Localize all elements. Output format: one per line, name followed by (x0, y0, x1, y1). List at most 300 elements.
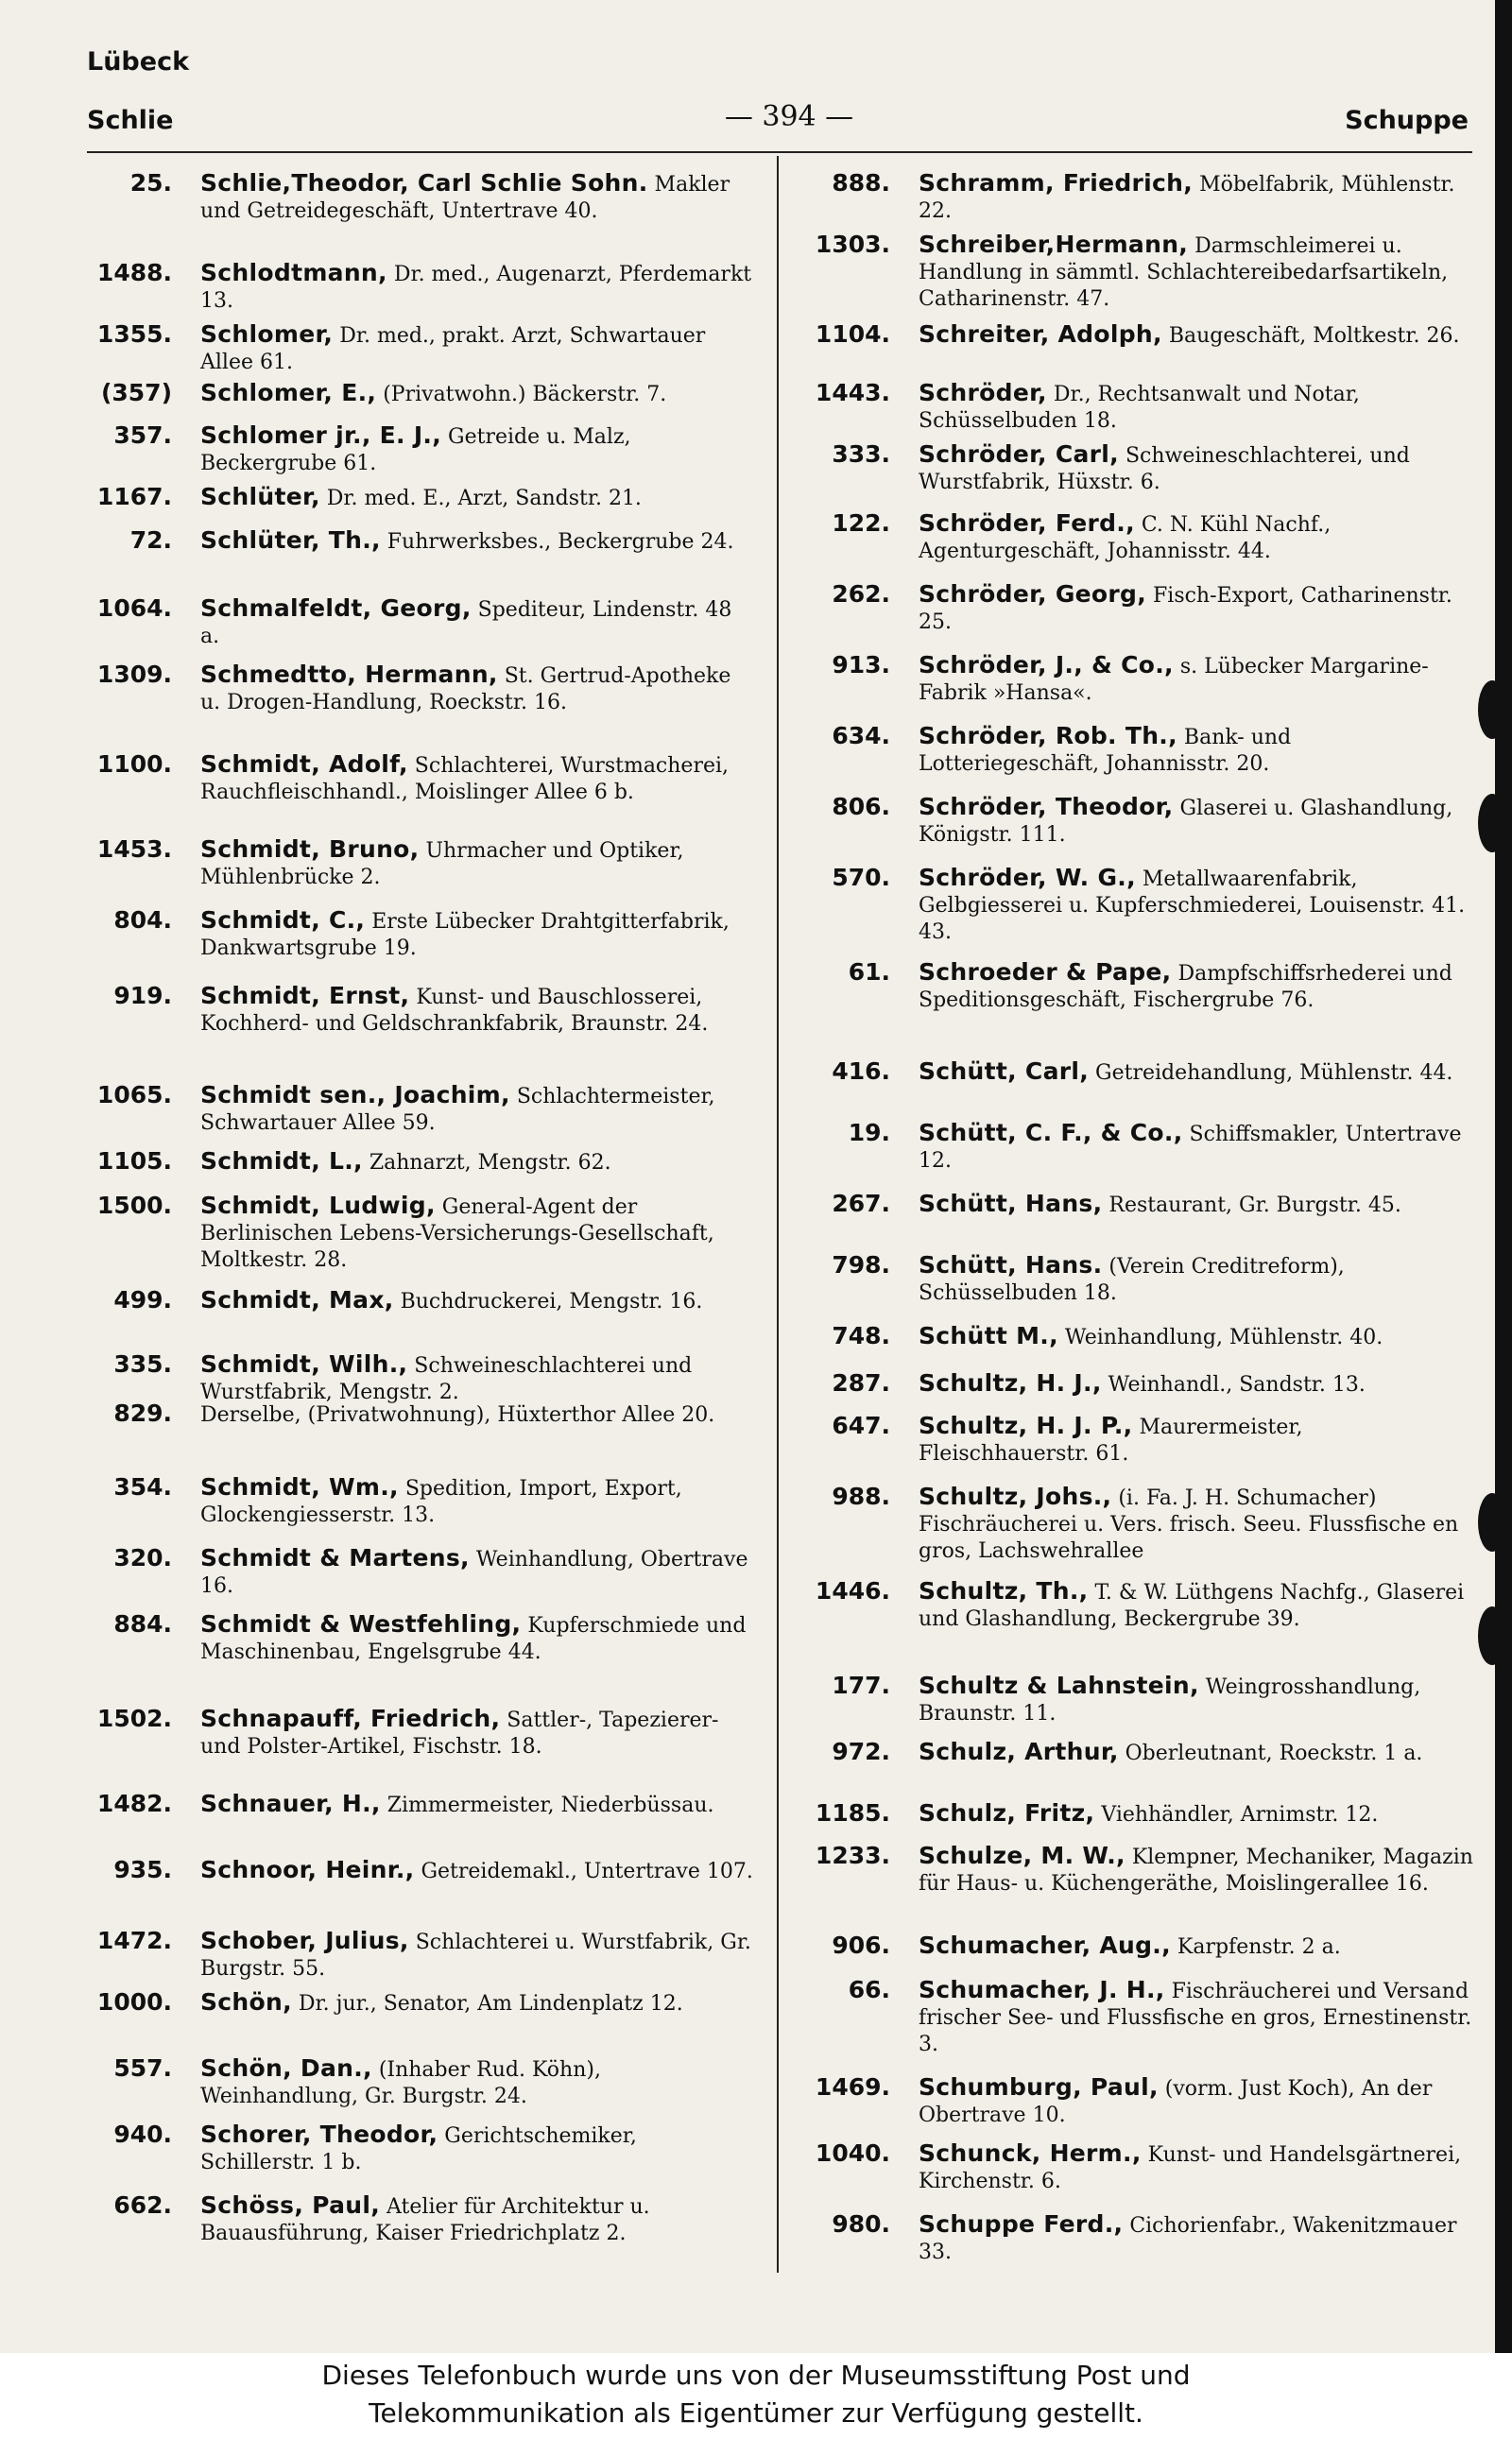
entry-description: St. Gertrud-Apotheke u. Drogen-Handlung, Roeckstr. 16. (200, 664, 731, 714)
phone-number: 1309. (96, 661, 172, 688)
entry-name: Schmidt, Bruno, (200, 835, 420, 863)
entry-name: Schunck, Herm., (919, 2139, 1142, 2167)
entry-name: Schlomer, (200, 320, 334, 348)
phone-number: 357. (113, 421, 172, 449)
phone-number: 72. (129, 526, 172, 554)
entry-description: Glaserei u. Glashandlung, Königstr. 111. (919, 797, 1453, 847)
entry-text (200, 1857, 756, 1885)
entry-text (919, 652, 1474, 707)
entry-name: Schuppe Ferd., (919, 2210, 1124, 2238)
entry-name: Schlomer jr., E. J., (200, 421, 442, 449)
directory-entry (94, 1400, 756, 1429)
directory-entry (813, 1578, 1474, 1633)
directory-entry (94, 1351, 756, 1406)
entry-description: Oberleutnant, Roeckstr. 1 a. (1125, 1742, 1423, 1765)
phone-number: 798. (832, 1251, 890, 1279)
phone-number: 1000. (96, 1988, 172, 2016)
phone-number: 335. (113, 1350, 172, 1378)
entry-text (200, 983, 756, 1038)
entry-description: Getreidehandlung, Mühlenstr. 44. (1095, 1061, 1453, 1085)
entry-description: Schlachterei u. Wurstfabrik, Gr. Burgstr. 55. (200, 1931, 751, 1981)
entry-name: Schmidt, Ernst, (200, 982, 410, 1009)
entry-description: Fisch-Export, Catharinenstr. 25. (919, 584, 1452, 634)
entry-name: Schlie,Theodor, Carl Schlie Sohn. (200, 169, 648, 197)
directory-entry (813, 1932, 1474, 1961)
directory-entry (813, 1673, 1474, 1727)
phone-number: 122. (832, 509, 890, 537)
entry-description: Dr. med., Augenarzt, Pferdemarkt 13. (200, 263, 752, 313)
entry-name: Schütt, Hans, (919, 1190, 1103, 1217)
phone-number: 913. (832, 651, 890, 678)
entry-description: Kunst- und Handelsgärtnerei, Kirchenstr. 6. (919, 2143, 1462, 2193)
entry-description: Uhrmacher und Optiker, Mühlenbrücke 2. (200, 839, 684, 889)
entry-description: (Privatwohn.) Bäckerstr. 7. (383, 383, 667, 406)
entry-description: Zimmermeister, Niederbüssau. (387, 1794, 714, 1817)
entry-text (200, 2121, 756, 2176)
entry-description: Baugeschäft, Moltkestr. 26. (1168, 324, 1460, 348)
entry-name: Schober, Julius, (200, 1927, 409, 1954)
entry-name: Schumacher, J. H., (919, 1976, 1165, 2003)
entry-description: Buchdruckerei, Mengstr. 16. (400, 1290, 703, 1314)
phone-number: 988. (832, 1483, 890, 1510)
phone-number: 888. (832, 169, 890, 197)
entry-description: Spediteur, Lindenstr. 48 a. (200, 598, 732, 648)
directory-entry (813, 170, 1474, 225)
phone-number: 980. (832, 2210, 890, 2238)
phone-number: 1472. (96, 1927, 172, 1954)
entry-description: Darmschleimerei u. Handlung in sämmtl. Schlachtereibedarfsartikeln, Catharinenstr. 47. (919, 234, 1449, 311)
directory-entry (94, 2055, 756, 2110)
entry-text (919, 441, 1474, 496)
directory-entry (813, 232, 1474, 313)
directory-entry (94, 1928, 756, 1983)
binding-hole (1478, 794, 1506, 852)
phone-number: 61. (848, 958, 890, 986)
phone-number: 1355. (96, 320, 172, 348)
entry-text (200, 661, 756, 716)
phone-number: 935. (113, 1856, 172, 1883)
entry-text (200, 321, 756, 376)
directory-entry (94, 1193, 756, 1274)
directory-entry (813, 441, 1474, 496)
entry-name: Schlüter, Th., (200, 526, 381, 554)
binding-hole (1478, 680, 1506, 739)
directory-entry (94, 484, 756, 512)
entry-description: Weinhandl., Sandstr. 13. (1108, 1373, 1366, 1397)
entry-text (200, 1400, 756, 1429)
entry-description: Zahnarzt, Mengstr. 62. (369, 1151, 611, 1175)
entry-name: Schultz, H. J. P., (919, 1412, 1133, 1439)
directory-entry (813, 380, 1474, 435)
entry-name: Schlodtmann, (200, 259, 387, 286)
entry-text (919, 380, 1474, 435)
entry-text (919, 1413, 1474, 1468)
entry-text (919, 1252, 1474, 1307)
directory-entry (94, 907, 756, 962)
entry-text (919, 1058, 1474, 1087)
entry-name: Schultz, Johs., (919, 1483, 1112, 1510)
entry-name: Schröder, Rob. Th., (919, 722, 1177, 749)
entry-text (200, 1287, 756, 1315)
phone-number: 884. (113, 1610, 172, 1638)
entry-description: Atelier für Architektur u. Bauausführung, Kaiser Friedrichplatz 2. (200, 2195, 650, 2245)
entry-text (919, 1739, 1474, 1767)
entry-name: Schütt, Carl, (919, 1057, 1090, 1085)
phone-number: 333. (832, 440, 890, 468)
entry-text (200, 1611, 756, 1666)
directory-entry (94, 836, 756, 891)
directory-entry (94, 1545, 756, 1600)
entry-text (200, 2192, 756, 2247)
directory-entry (813, 865, 1474, 946)
entry-description: Schlachterei, Wurstmacherei, Rauchfleischhandl., Moislinger Allee 6 b. (200, 754, 730, 804)
phone-number: 806. (832, 793, 890, 820)
entry-description: Spedition, Import, Export, Glockengiesserstr. 13. (200, 1477, 682, 1527)
phone-number: 972. (832, 1738, 890, 1765)
directory-entry (94, 422, 756, 477)
entry-text (919, 2211, 1474, 2266)
directory-entry (94, 595, 756, 650)
phone-number: 1443. (815, 379, 890, 406)
directory-entry (813, 1191, 1474, 1219)
phone-number: 1303. (815, 231, 890, 258)
directory-entry (94, 751, 756, 806)
entry-description: Kupferschmiede und Maschinenbau, Engelsgrube 44. (200, 1614, 747, 1664)
entry-description: Restaurant, Gr. Burgstr. 45. (1108, 1194, 1401, 1217)
entry-description: Schweineschlachterei, und Wurstfabrik, Hüxstr. 6. (919, 444, 1410, 494)
entry-text (200, 260, 756, 315)
entry-description: Maurermeister, Fleischhauerstr. 61. (919, 1416, 1303, 1466)
entry-text (200, 484, 756, 512)
entry-description: Erste Lübecker Drahtgitterfabrik, Dankwartsgrube 19. (200, 910, 730, 960)
phone-number: 634. (832, 722, 890, 749)
entry-text (200, 1545, 756, 1600)
phone-number: 1167. (96, 483, 172, 510)
directory-entry (813, 723, 1474, 778)
phone-number: 748. (832, 1322, 890, 1349)
entry-description: Cichorienfabr., Wakenitzmauer 33. (919, 2214, 1457, 2264)
entry-name: Schreiter, Adolph, (919, 320, 1162, 348)
directory-entry (94, 1706, 756, 1761)
directory-entry (94, 527, 756, 556)
entry-name: Schmidt, Wm., (200, 1473, 399, 1501)
phone-number: 262. (832, 580, 890, 608)
entry-name: Schnauer, H., (200, 1790, 381, 1817)
entry-text (919, 1191, 1474, 1219)
directory-entry (813, 1370, 1474, 1399)
entry-text (919, 1932, 1474, 1961)
entry-name: Schroeder & Pape, (919, 958, 1172, 986)
entry-text (200, 1148, 756, 1177)
directory-entry (94, 2192, 756, 2247)
directory-entry (813, 1800, 1474, 1829)
directory-entry (813, 1120, 1474, 1175)
entry-name: Schön, (200, 1988, 292, 2016)
running-head-right: Schuppe (1345, 106, 1469, 135)
entry-text (919, 1370, 1474, 1399)
phone-number: 1469. (815, 2073, 890, 2101)
entry-name: Schultz, Th., (919, 1577, 1089, 1605)
directory-entry (94, 1989, 756, 2018)
phone-number: 829. (113, 1400, 172, 1427)
entry-text (200, 1706, 756, 1761)
directory-entry (94, 983, 756, 1038)
entry-name: Schütt, Hans. (919, 1251, 1103, 1279)
entry-description: Schiffsmakler, Untertrave 12. (919, 1123, 1462, 1173)
phone-number: 557. (113, 2054, 172, 2082)
binding-hole (1478, 1606, 1506, 1665)
entry-text (200, 170, 756, 225)
entry-description: (Verein Creditreform), Schüsselbuden 18. (919, 1255, 1345, 1305)
entry-text (919, 1800, 1474, 1829)
phone-number: 940. (113, 2121, 172, 2148)
directory-entry (94, 1791, 756, 1819)
entry-text (919, 959, 1474, 1014)
entry-description: T. & W. Lüthgens Nachfg., Glaserei und Glashandlung, Beckergrube 39. (919, 1581, 1465, 1631)
phone-number: 267. (832, 1190, 890, 1217)
entry-description: Klempner, Mechaniker, Magazin für Haus- u. Küchengeräthe, Moislingerallee 16. (919, 1846, 1473, 1896)
entry-description: Gerichtschemiker, Schillerstr. 1 b. (200, 2124, 637, 2174)
entry-name: Schlüter, (200, 483, 320, 510)
entry-name: Schröder, Georg, (919, 580, 1147, 608)
entry-name: Schnoor, Heinr., (200, 1856, 415, 1883)
entry-name: Schmidt & Westfehling, (200, 1610, 522, 1638)
entry-text (919, 2140, 1474, 2195)
directory-entry (813, 1843, 1474, 1898)
entry-text (919, 1977, 1474, 2058)
directory-entry (813, 2211, 1474, 2266)
phone-number: 1446. (815, 1577, 890, 1605)
phone-number: 1488. (96, 259, 172, 286)
directory-entry (813, 652, 1474, 707)
entry-name: Schmidt, Wilh., (200, 1350, 408, 1378)
directory-entry (813, 581, 1474, 636)
entry-description: (i. Fa. J. H. Schumacher) Fischräucherei u. Vers. frisch. Seeu. Flussfische en gros, Lachswehrallee (919, 1486, 1459, 1563)
entry-text (200, 1351, 756, 1406)
phone-number: 66. (848, 1976, 890, 2003)
entry-description: Sattler-, Tapezierer- und Polster-Artikel, Fischstr. 18. (200, 1709, 719, 1759)
entry-name: Schumburg, Paul, (919, 2073, 1159, 2101)
entry-name: Schulze, M. W., (919, 1842, 1125, 1869)
entry-text (200, 751, 756, 806)
entry-description: Fuhrwerksbes., Beckergrube 24. (387, 530, 734, 554)
footer-notice: Dieses Telefonbuch wurde uns von der Museumsstiftung Post und Telekommunikation als Eigentümer zur Verfügung gestellt. (0, 2353, 1512, 2439)
directory-entry (94, 1857, 756, 1885)
entry-text (919, 232, 1474, 313)
entry-description: Metallwaarenfabrik, Gelbgiesserei u. Kupferschmiederei, Louisenstr. 41. 43. (919, 867, 1466, 944)
phone-number: 647. (832, 1412, 890, 1439)
entry-name: Schröder, Ferd., (919, 509, 1135, 537)
directory-entry (813, 2140, 1474, 2195)
directory-entry (813, 1484, 1474, 1565)
entry-name: Schmidt sen., Joachim, (200, 1081, 510, 1108)
entry-text (919, 794, 1474, 849)
entry-description: Viehhändler, Arnimstr. 12. (1101, 1803, 1379, 1827)
phone-number: 25. (129, 169, 172, 197)
phone-number: 1453. (96, 835, 172, 863)
phone-number: 906. (832, 1932, 890, 1959)
directory-entry (813, 1252, 1474, 1307)
entry-name: Schmidt, C., (200, 906, 366, 934)
phone-number: (357) (100, 379, 172, 406)
directory-entry (94, 321, 756, 376)
entry-text (919, 581, 1474, 636)
page-number: — 394 — (724, 100, 854, 133)
entry-text (919, 1323, 1474, 1351)
directory-entry (813, 1413, 1474, 1468)
entry-description: Bank- und Lotteriegeschäft, Johannisstr. 20. (919, 726, 1292, 776)
directory-entry (813, 959, 1474, 1014)
phone-number: 1185. (815, 1799, 890, 1827)
entry-name: Schmedtto, Hermann, (200, 661, 498, 688)
header-rule (87, 151, 1472, 153)
directory-entry (813, 321, 1474, 350)
entry-name: Schmidt, Ludwig, (200, 1192, 436, 1219)
entry-description: s. Lübecker Margarine-Fabrik »Hansa«. (919, 655, 1429, 705)
entry-text (200, 380, 756, 408)
entry-description: (vorm. Just Koch), An der Obertrave 10. (919, 2077, 1433, 2127)
directory-entry (94, 2121, 756, 2176)
phone-number: 1105. (96, 1147, 172, 1175)
phone-number: 1065. (96, 1081, 172, 1108)
city-heading: Lübeck (87, 47, 190, 77)
directory-entry (94, 170, 756, 225)
entry-description: General-Agent der Berlinischen Lebens-Versicherungs-Gesellschaft, Moltkestr. 28. (200, 1195, 714, 1272)
entry-text (200, 1928, 756, 1983)
column-divider (777, 156, 779, 2273)
entry-description: Dr. med., prakt. Arzt, Schwartauer Allee 61. (200, 324, 706, 374)
phone-number: 804. (113, 906, 172, 934)
entry-name: Schumacher, Aug., (919, 1932, 1171, 1959)
directory-entry (813, 1058, 1474, 1087)
entry-text (919, 1578, 1474, 1633)
entry-name: Schulz, Arthur, (919, 1738, 1119, 1765)
phone-number: 416. (832, 1057, 890, 1085)
entry-name: Schmidt & Martens, (200, 1544, 470, 1572)
phone-number: 1500. (96, 1192, 172, 1219)
entry-description: Möbelfabrik, Mühlenstr. 22. (919, 173, 1455, 223)
entry-name: Schütt M., (919, 1322, 1058, 1349)
entry-text (919, 170, 1474, 225)
entry-name: Schmidt, Adolf, (200, 750, 408, 778)
entry-name: Schröder, Carl, (919, 440, 1119, 468)
entry-name: Schlomer, E., (200, 379, 377, 406)
directory-entry (94, 1611, 756, 1666)
entry-name: Schmalfeldt, Georg, (200, 594, 472, 622)
entry-name: Schröder, (919, 379, 1047, 406)
entry-text (200, 1082, 756, 1137)
entry-description: Dr. med. E., Arzt, Sandstr. 21. (326, 487, 642, 510)
entry-description: Getreide u. Malz, Beckergrube 61. (200, 425, 631, 475)
entry-description: Dr. jur., Senator, Am Lindenplatz 12. (298, 1992, 683, 2016)
entry-name: Schmidt, L., (200, 1147, 363, 1175)
entry-text (919, 321, 1474, 350)
entry-description: Weinhandlung, Mühlenstr. 40. (1064, 1326, 1383, 1349)
entry-text (919, 1673, 1474, 1727)
phone-number: 354. (113, 1473, 172, 1501)
entry-text (200, 422, 756, 477)
entry-name: Schön, Dan., (200, 2054, 372, 2082)
entry-text (919, 1484, 1474, 1565)
entry-text (200, 527, 756, 556)
directory-entry (813, 1977, 1474, 2058)
phone-number: 1104. (815, 320, 890, 348)
directory-entry (94, 1148, 756, 1177)
entry-description: Schweineschlachterei und Wurstfabrik, Mengstr. 2. (200, 1354, 693, 1404)
entry-name: Schramm, Friedrich, (919, 169, 1194, 197)
entry-text (200, 1989, 756, 2018)
phone-number: 1040. (815, 2139, 890, 2167)
directory-entry (813, 2074, 1474, 2129)
entry-name: Schöss, Paul, (200, 2191, 381, 2219)
phone-number: 19. (848, 1119, 890, 1146)
entry-name: Schröder, J., & Co., (919, 651, 1174, 678)
entry-description: Weinhandlung, Obertrave 16. (200, 1548, 748, 1598)
entry-text (200, 907, 756, 962)
directory-entry (94, 380, 756, 408)
phone-number: 662. (113, 2191, 172, 2219)
phone-number: 499. (113, 1286, 172, 1314)
directory-entry (94, 661, 756, 716)
entry-text (919, 510, 1474, 565)
binding-hole (1478, 1493, 1506, 1552)
entry-description: Getreidemakl., Untertrave 107. (421, 1860, 753, 1883)
entry-description: (Inhaber Rud. Köhn), Weinhandlung, Gr. Burgstr. 24. (200, 2058, 601, 2108)
entry-description: Dr., Rechtsanwalt und Notar, Schüsselbuden 18. (919, 383, 1360, 433)
phone-number: 287. (832, 1369, 890, 1397)
directory-entry (94, 1474, 756, 1529)
entry-text (200, 1474, 756, 1529)
entry-text (200, 2055, 756, 2110)
entry-description: Fischräucherei und Versand frischer See- und Flussfische en gros, Ernestinenstr. 3. (919, 1980, 1472, 2056)
entry-text (200, 1193, 756, 1274)
directory-entry (94, 260, 756, 315)
phone-number: 177. (832, 1672, 890, 1699)
directory-entry (813, 1323, 1474, 1351)
entry-description: Weingrosshandlung, Braunstr. 11. (919, 1675, 1421, 1726)
running-head-left: Schlie (87, 106, 174, 135)
entry-name: Schultz, H. J., (919, 1369, 1102, 1397)
phone-number: 1502. (96, 1705, 172, 1732)
entry-text (919, 865, 1474, 946)
entry-description: Derselbe, (Privatwohnung), Hüxterthor Allee 20. (200, 1403, 715, 1427)
directory-entry (813, 510, 1474, 565)
entry-text (200, 836, 756, 891)
entry-name: Schorer, Theodor, (200, 2121, 438, 2148)
entry-name: Schröder, W. G., (919, 864, 1136, 891)
entry-description: Kunst- und Bauschlosserei, Kochherd- und Geldschrankfabrik, Braunstr. 24. (200, 986, 709, 1036)
entry-name: Schreiber,Hermann, (919, 231, 1189, 258)
entry-name: Schultz & Lahnstein, (919, 1672, 1199, 1699)
directory-entry (94, 1287, 756, 1315)
page-edge-shadow (1495, 0, 1512, 2353)
phone-number: 1100. (96, 750, 172, 778)
directory-entry (94, 1082, 756, 1137)
phone-number: 1064. (96, 594, 172, 622)
entry-text (200, 1791, 756, 1819)
entry-text (919, 1120, 1474, 1175)
entry-description: Karpfenstr. 2 a. (1177, 1935, 1341, 1959)
phone-number: 570. (832, 864, 890, 891)
phone-number: 1233. (815, 1842, 890, 1869)
entry-description: Schlachtermeister, Schwartauer Allee 59. (200, 1085, 715, 1135)
phone-number: 320. (113, 1544, 172, 1572)
phone-number: 1482. (96, 1790, 172, 1817)
entry-name: Schütt, C. F., & Co., (919, 1119, 1183, 1146)
entry-name: Schnapauff, Friedrich, (200, 1705, 501, 1732)
directory-entry (813, 794, 1474, 849)
entry-name: Schröder, Theodor, (919, 793, 1174, 820)
